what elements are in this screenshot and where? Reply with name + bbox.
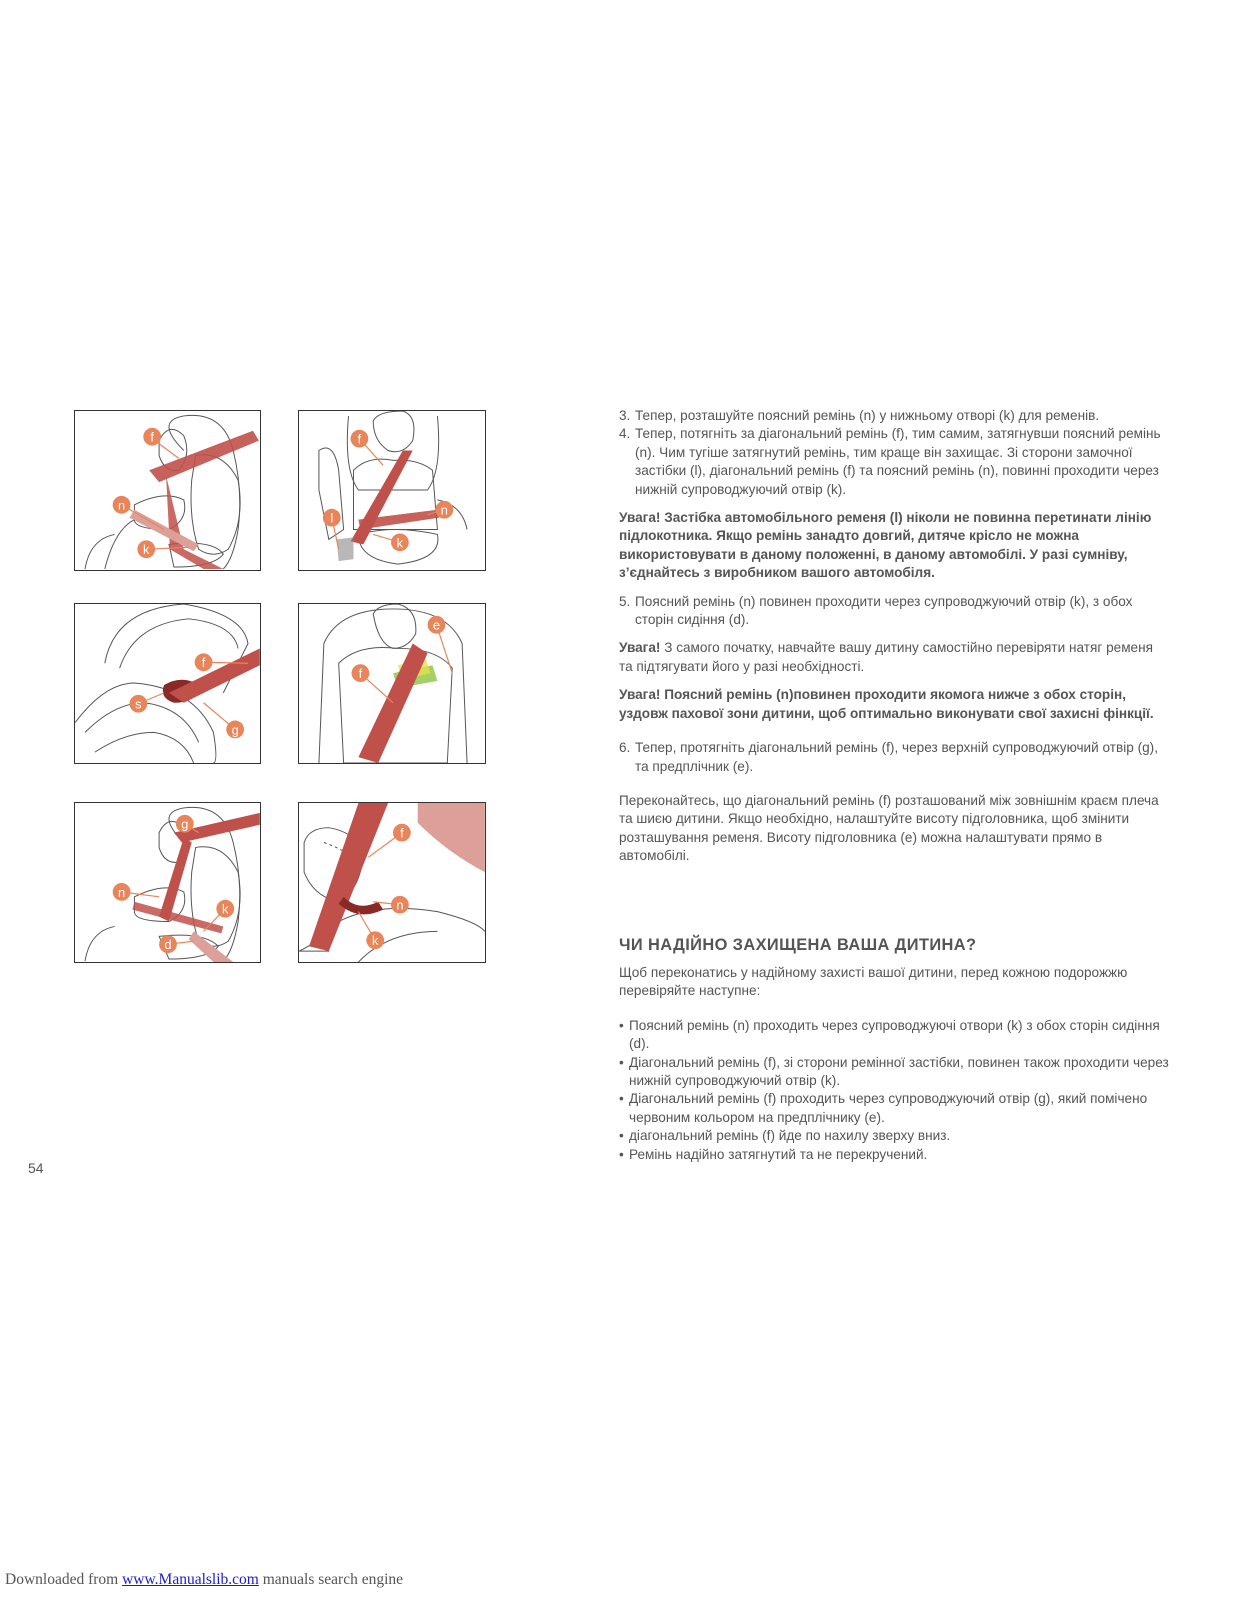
label-n: n	[440, 502, 448, 518]
label-e: e	[432, 617, 441, 633]
warning-buckle: Увага! Застібка автомобільного ременя (l) ніколи не повинна перетинати лінію підлокотника. Якщо ремінь занадто довгий, дитяче крісло не можна використовувати в даному положенні, в даному автомобілі. У разі сумніву, з’єднайтесь з виробником вашого автомобіля.	[619, 510, 1152, 581]
figure-1-illustration	[75, 411, 260, 570]
label-d: d	[164, 937, 172, 953]
label-k: k	[143, 542, 150, 558]
checklist-item: • Поясний ремінь (n) проходить через супроводжуючі отвори (k) з обох сторін сидіння (d).	[619, 1017, 1169, 1054]
label-f: f	[400, 825, 404, 841]
figure-2-illustration	[299, 411, 485, 570]
label-l: l	[330, 510, 334, 526]
figure-3-illustration	[75, 604, 260, 763]
figure-6-illustration	[299, 803, 485, 962]
step-3	[619, 407, 1169, 425]
step-6	[619, 739, 1169, 776]
label-k: k	[372, 933, 379, 949]
label-f: f	[201, 655, 206, 671]
warning-teach	[619, 639, 1169, 676]
figure-6	[298, 802, 486, 963]
label-g: g	[231, 722, 239, 738]
checklist	[619, 1017, 1169, 1164]
label-n: n	[118, 497, 126, 513]
footer-suffix: manuals search engine	[258, 1571, 404, 1588]
checklist-item: • діагональний ремінь (f) йде по нахилу зверху вниз.	[619, 1127, 1169, 1145]
label-f: f	[150, 429, 154, 445]
step-number: 4.	[619, 426, 631, 442]
manualslib-link[interactable]: www.Manualslib.com	[122, 1571, 259, 1588]
step-text: Тепер, протягніть діагональний ремінь (f), через верхній супроводжуючий отвір (g), та предплічник (e).	[635, 740, 1158, 774]
step-text: Тепер, потягніть за діагональний ремінь (f), тим самим, затягнувши поясний ремінь (n). Чим тугіше затягнутий ремінь, тим краще він захищає. Зі сторони замочної застібки (l), діагональний ремінь (f) та поясний ремінь (n), повинні проходити через нижній супроводжуючий отвір (k).	[635, 426, 1161, 497]
step-text: Тепер, розташуйте поясний ремінь (n) у нижньому отворі (k) для ременів.	[635, 408, 1100, 423]
label-k: k	[396, 535, 404, 551]
instructions-column	[619, 407, 1169, 1164]
step-number: 5.	[619, 593, 631, 609]
warning-text: З самого початку, навчайте вашу дитину самостійно перевіряти натяг ременя та підтягувати його у разі необхідності.	[619, 640, 1153, 674]
label-f: f	[358, 666, 363, 682]
page-number: 54	[28, 1160, 44, 1176]
figure-1	[74, 410, 261, 571]
label-s: s	[135, 696, 142, 712]
figure-4-illustration	[299, 604, 485, 763]
step-4	[619, 425, 1169, 499]
paragraph-belt-position: Переконайтесь, що діагональний ремінь (f) розташований між зовнішнім краєм плеча та шиєю дитини. Якщо необхідно, налаштуйте висоту підголовника, щоб змінити розташування ременя. Висоту підголовника (e) можна налаштувати прямо в автомобілі.	[619, 792, 1159, 864]
label-k: k	[222, 901, 229, 917]
step-5	[619, 593, 1169, 630]
step-number: 3.	[619, 408, 631, 423]
label-n: n	[396, 897, 404, 913]
label-g: g	[181, 816, 189, 832]
checklist-item: • Діагональний ремінь (f) проходить через супроводжуючий отвір (g), який помічено червоним кольором на предплічнику (e).	[619, 1090, 1169, 1127]
warning-lap-belt: Увага! Поясний ремінь (n)повинен проходити якомога нижче з обох сторін, уздовж пахової зони дитини, щоб оптимально виконувати свої захисні фінкції.	[619, 687, 1154, 721]
step-text: Поясний ремінь (n) повинен проходити через супроводжуючий отвір (k), з обох сторін сидіння (d).	[635, 593, 1133, 628]
checklist-item: • Ремінь надійно затягнутий та не перекручений.	[619, 1146, 1169, 1164]
label-n: n	[118, 884, 126, 900]
figure-2	[298, 410, 486, 571]
figure-4	[298, 603, 486, 764]
checklist-item: • Діагональний ремінь (f), зі сторони ремінної застібки, повинен також проходити через нижній супроводжуючий отвір (k).	[619, 1054, 1169, 1091]
footer-prefix: Downloaded from	[5, 1571, 123, 1588]
section-intro: Щоб переконатись у надійному захисті вашої дитини, перед кожною подорожжю перевіряйте наступне:	[619, 964, 1128, 999]
figure-5	[74, 802, 261, 963]
warning-label: Увага!	[619, 640, 661, 656]
step-number: 6.	[619, 740, 631, 756]
label-f: f	[357, 431, 362, 447]
section-heading: ЧИ НАДІЙНО ЗАХИЩЕНА ВАША ДИТИНА?	[619, 935, 977, 954]
download-footer	[5, 1571, 403, 1589]
figure-3	[74, 603, 261, 764]
figure-5-illustration	[75, 803, 260, 962]
